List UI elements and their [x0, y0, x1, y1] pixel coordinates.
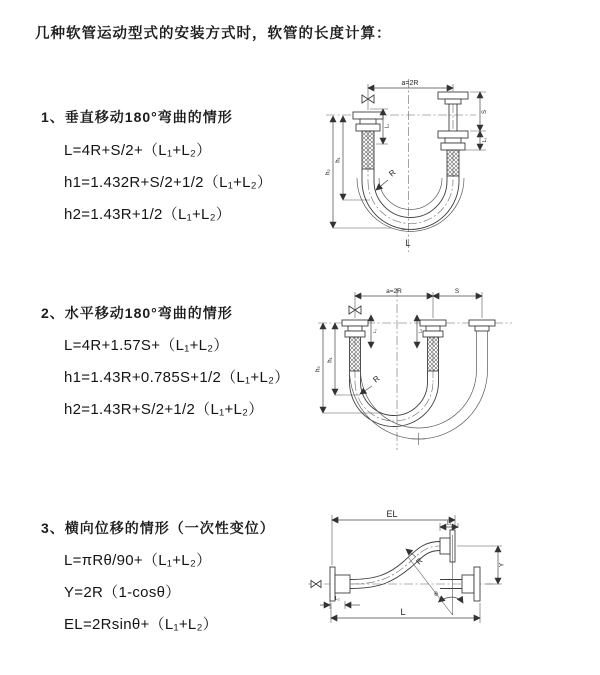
- dim-a2r-label: a=2R: [386, 288, 402, 295]
- dim-el-label: EL: [386, 509, 398, 519]
- braided-hose-section: [428, 337, 439, 371]
- page-title: 几种软管运动型式的安装方式时，软管的长度计算：: [35, 26, 392, 42]
- label-length: L: [405, 238, 411, 248]
- middle-fitting: [417, 320, 446, 371]
- dim-h1-label: h₁: [327, 357, 334, 363]
- hose-u-bend: [357, 169, 464, 231]
- dim-s-label: S: [482, 109, 488, 115]
- dim-h1-label: h₁: [335, 157, 342, 163]
- section-3-heading: 3、横向位移的情形（一次性变位）: [41, 520, 275, 536]
- label-radius: R: [414, 556, 425, 567]
- height-dimensions: [326, 116, 393, 228]
- label-radius: R: [387, 167, 398, 179]
- dim-l2-label: L₂: [482, 137, 488, 143]
- l2-dimension: [320, 596, 360, 609]
- section-1-heading: 1、垂直移动180°弯曲的情形: [41, 109, 233, 125]
- dim-l2-label: L₂: [335, 596, 340, 602]
- formula-3-L: L=πRθ/90+（L₁+L₂）: [64, 552, 212, 569]
- dim-l1-label: L₁: [384, 123, 391, 129]
- formula-1-h2: h2=1.43R+1/2（L₁+L₂）: [64, 206, 232, 223]
- width-dimension: [368, 80, 453, 92]
- dim-h2-label: h₂: [315, 366, 322, 372]
- section-mark-icon: [311, 581, 321, 588]
- formula-2-L: L=4R+1.57S+（L₁+L₂）: [64, 337, 229, 354]
- left-fitting: [342, 320, 368, 371]
- dim-l1-label: L₁: [372, 328, 377, 334]
- braided-hose-section: [447, 150, 459, 176]
- section-mark-icon: [349, 304, 361, 318]
- formula-3-Y: Y=2R（1-cosθ）: [64, 584, 181, 601]
- formula-2-h1: h1=1.43R+0.785S+1/2（L₁+L₂）: [64, 369, 290, 386]
- diagram-horizontal-180-bend: [310, 282, 600, 462]
- section-mark-icon: [362, 92, 374, 110]
- dim-a2r-label: a=2R: [401, 80, 419, 87]
- dim-s-label: S: [454, 288, 460, 295]
- left-fitting: [353, 112, 383, 169]
- length-dimension: [331, 603, 480, 623]
- label-length: L: [400, 607, 406, 617]
- formula-2-h2: h2=1.43R+S/2+1/2（L₁+L₂）: [64, 401, 264, 418]
- left-fitting: [330, 567, 350, 601]
- dim-l2-label: L₂: [417, 328, 423, 334]
- section-2-heading: 2、水平移动180°弯曲的情形: [41, 305, 233, 321]
- centerlines: [315, 288, 512, 450]
- braided-hose-section: [362, 131, 374, 169]
- dim-y-label: Y: [498, 562, 506, 568]
- stroke-dimension: [461, 92, 488, 150]
- label-angle: θ: [434, 591, 438, 598]
- hose-u-bend: [350, 370, 488, 445]
- diagram-vertical-180-bend: [310, 76, 590, 256]
- formula-1-h1: h1=1.432R+S/2+1/2（L₁+L₂）: [64, 174, 273, 191]
- braided-hose-section: [350, 337, 361, 371]
- formula-3-EL: EL=2Rsinθ+（L₁+L₂）: [64, 616, 218, 633]
- dim-h2-label: h₂: [325, 169, 332, 175]
- diagram-lateral-displacement: [300, 505, 600, 645]
- right-fitting-displaced: [469, 320, 495, 370]
- radius-callout: [360, 374, 382, 394]
- el-dimension: [332, 509, 455, 565]
- formula-1-L: L=4R+S/2+（L₁+L₂）: [64, 142, 212, 159]
- label-radius: R: [371, 373, 382, 385]
- width-dimension: [355, 288, 482, 318]
- dim-l1-label: L₁: [446, 520, 452, 527]
